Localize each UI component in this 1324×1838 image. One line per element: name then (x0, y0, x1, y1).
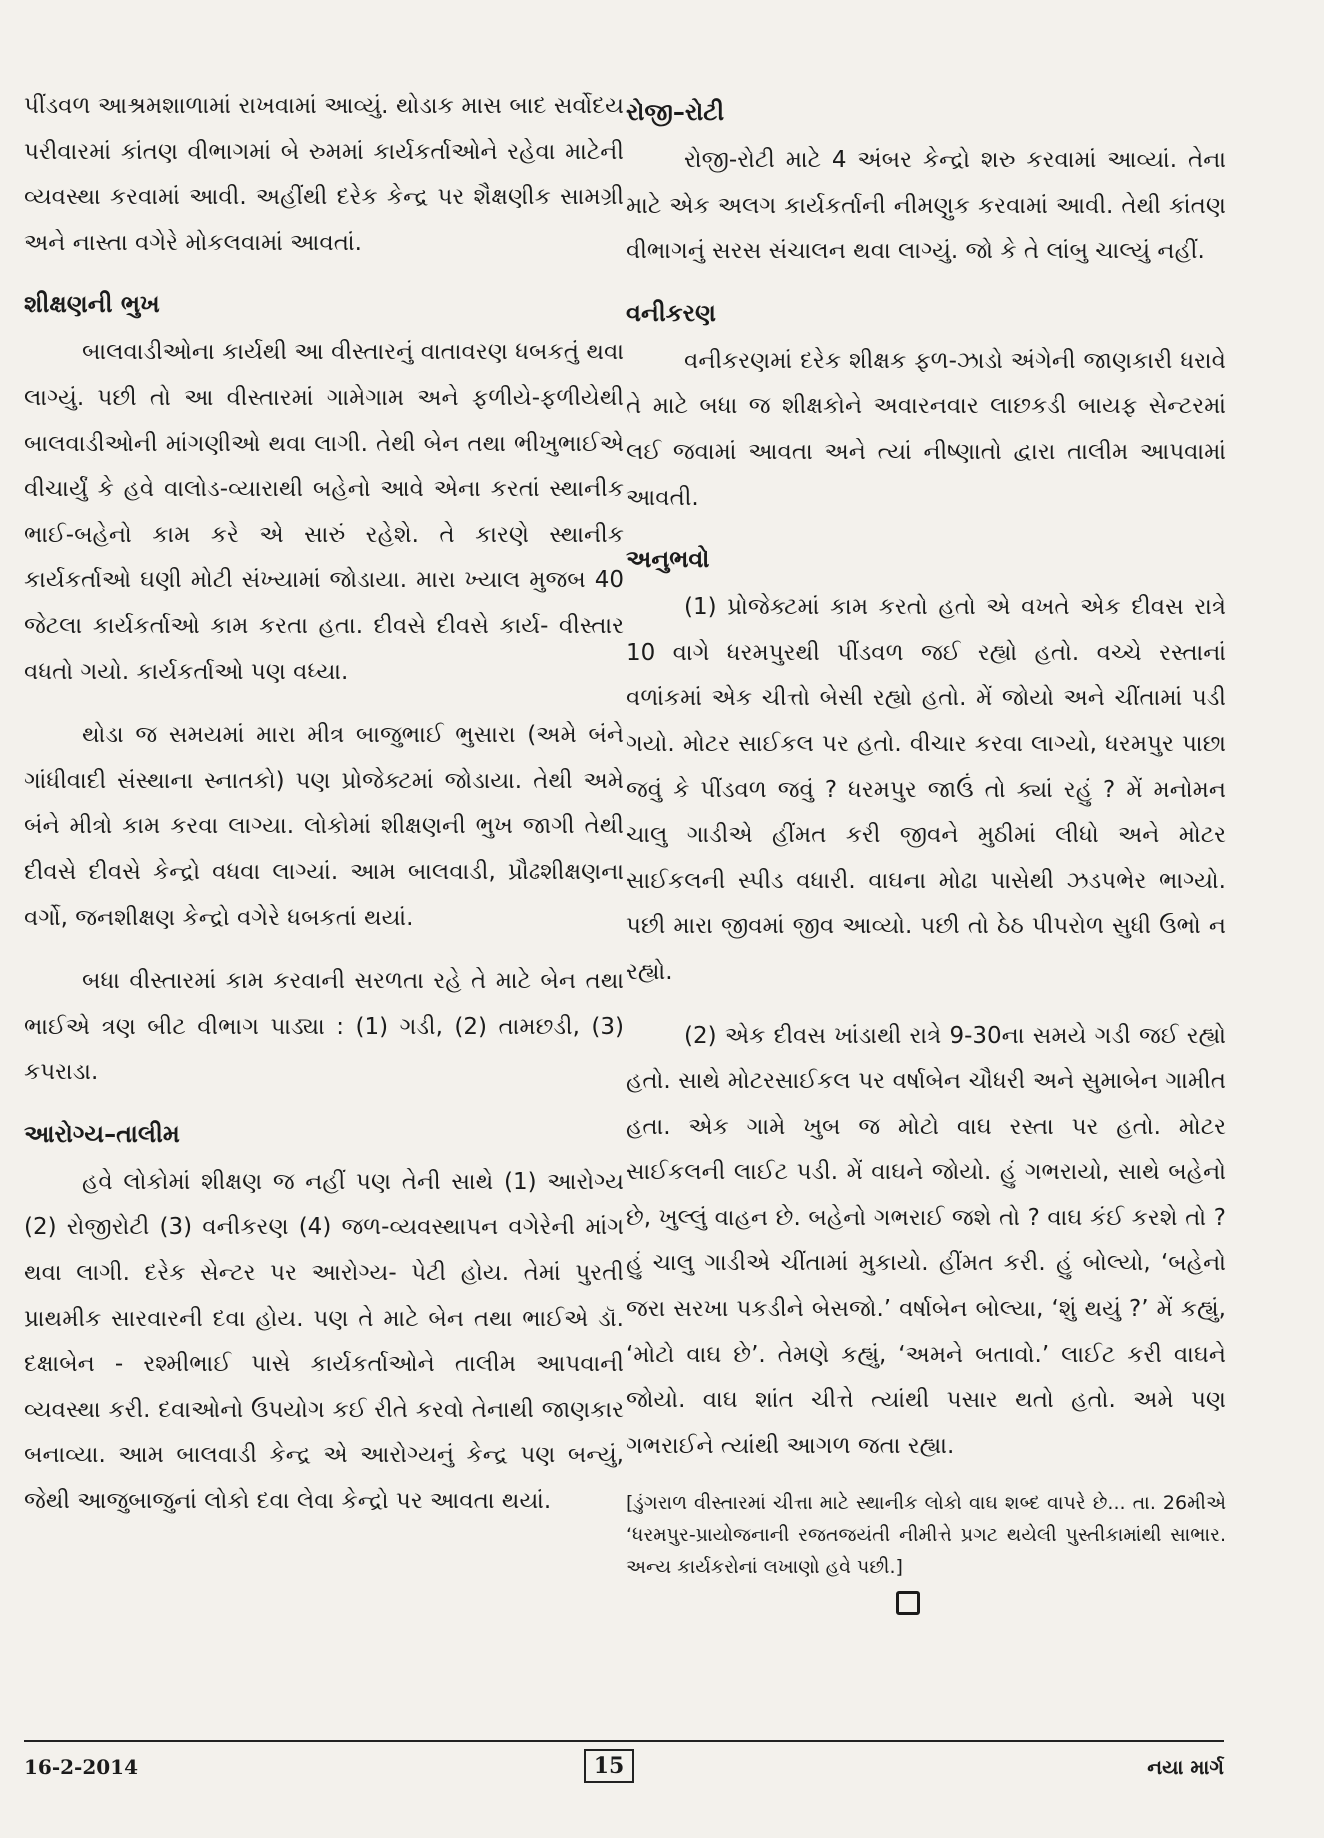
paragraph: (1) પ્રોજેક્ટમાં કામ કરતો હતો એ વખતે એક દીવસ રાત્રે 10 વાગે ધરમપુરથી પીંડવળ જઈ રહ્યો હતો. વચ્ચે રસ્તાનાં વળાંકમાં એક ચીત્તો બેસી રહ્યો હતો. મેં જોયો અને ચીંતામાં પડી ગયો. મોટર સાઈકલ પર હતો. વીચાર કરવા લાગ્યો, ધરમપુર પાછા જવું કે પીંડવળ જવું ? ધરમપુર જાઉં તો ક્યાં રહું ? મેં મનોમન ચાલુ ગાડીએ હીંમત કરી જીવને મુઠીમાં લીધો અને મોટર સાઈકલની સ્પીડ વધારી. વાઘના મોઢા પાસેથી ઝડપભેર ભાગ્યો. પછી મારા જીવમાં જીવ આવ્યો. પછી તો ઠેઠ પીપરોળ સુધી ઉભો ન રહ્યો. (626, 594, 1226, 985)
issue-date: 16-2-2014 (24, 1755, 139, 1779)
footer-divider (24, 1740, 1224, 1742)
left-column (24, 84, 624, 1543)
section-heading: અનુભવો (626, 545, 710, 574)
section-heading: આરોગ્ય–તાલીમ (24, 1119, 180, 1148)
paragraph: પીંડવળ આશ્રમશાળામાં રાખવામાં આવ્યું. થોડાક માસ બાદ સર્વોદય પરીવારમાં કાંતણ વીભાગમાં બે રુમમાં કાર્યકર્તાઓને રહેવા માટેની વ્યવસ્થા કરવામાં આવી. અહીંથી દરેક કેન્દ્ર પર શૈક્ષણીક સામગ્રી અને નાસ્તા વગેરે મોકલવામાં આવતાં. (24, 93, 624, 256)
paragraph: વનીકરણમાં દરેક શીક્ષક ફળ-ઝાડો અંગેની જાણકારી ધરાવે તે માટે બધા જ શીક્ષકોને અવારનવાર લાછકડી બાયફ સેન્ટરમાં લઈ જવામાં આવતા અને ત્યાં નીષ્ણાતો દ્વારા તાલીમ આપવામાં આવતી. (626, 347, 1226, 511)
right-column (626, 84, 1226, 1615)
paragraph: બાલવાડીઓના કાર્યથી આ વીસ્તારનું વાતાવરણ ધબકતું થવા લાગ્યું. પછી તો આ વીસ્તારમાં ગામેગામ અને ફળીયે-ફળીયેથી બાલવાડીઓની માંગણીઓ થવા લાગી. તેથી બેન તથા ભીખુભાઈએ વીચાર્યું કે હવે વાલોડ-વ્યારાથી બહેનો આવે એના કરતાં સ્થાનીક ભાઈ-બહેનો કામ કરે એ સારું રહેશે. તે કારણે સ્થાનીક કાર્યકર્તાઓ ઘણી મોટી સંખ્યામાં જોડાયા. મારા ખ્યાલ મુજબ 40 જેટલા કાર્યકર્તાઓ કામ કરતા હતા. દીવસે દીવસે કાર્ય- વીસ્તાર વધતો ગયો. કાર્યકર્તાઓ પણ વધ્યા. (24, 339, 624, 685)
section-heading: રોજી–રોટી (626, 98, 725, 126)
paragraph: (2) એક દીવસ ખાંડાથી રાત્રે 9-30ના સમયે ગડી જઈ રહ્યો હતો. સાથે મોટરસાઈકલ પર વર્ષાબેન ચૌધરી અને સુમાબેન ગામીત હતા. એક ગામે ખુબ જ મોટો વાઘ રસ્તા પર હતો. મોટર સાઈકલની લાઈટ પડી. મેં વાઘને જોયો. હું ગભરાયો, સાથે બહેનો છે, ખુલ્લું વાહન છે. બહેનો ગભરાઈ જશે તો ? વાઘ કંઈ કરશે તો ? હું ચાલુ ગાડીએ ચીંતામાં મુકાયો. હીંમત કરી. હું બોલ્યો, ‘બહેનો જરા સરખા પકડીને બેસજો.’ વર્ષાબેન બોલ્યા, ‘શું થયું ?’ મેં કહ્યું, ‘મોટો વાઘ છે’. તેમણે કહ્યું, ‘અમને બતાવો.’ લાઈટ કરી વાઘને જોયો. વાઘ શાંત ચીત્તે ત્યાંથી પસાર થતો હતો. અમે પણ ગભરાઈને ત્યાંથી આગળ જતા રહ્યા. (626, 1022, 1226, 1459)
paragraph: હવે લોકોમાં શીક્ષણ જ નહીં પણ તેની સાથે (1) આરોગ્ય (2) રોજીરોટી (3) વનીકરણ (4) જળ-વ્યવસ્થાપન વગેરેની માંગ થવા લાગી. દરેક સેન્ટર પર આરોગ્ય- પેટી હોય. તેમાં પુરતી પ્રાથમીક સારવારની દવા હોય. પણ તે માટે બેન તથા ભાઈએ ડૉ. દક્ષાબેન - રશ્મીભાઈ પાસે કાર્યકર્તાઓને તાલીમ આપવાની વ્યવસ્થા કરી. દવાઓનો ઉપયોગ કઈ રીતે કરવો તેનાથી જાણકાર બનાવ્યા. આમ બાલવાડી કેન્દ્ર એ આરોગ્યનું કેન્દ્ર પણ બન્યું, જેથી આજુબાજુનાં લોકો દવા લેવા કેન્દ્રો પર આવતા થયાં. (24, 1168, 624, 1515)
paragraph: થોડા જ સમયમાં મારા મીત્ર બાજુભાઈ ભુસારા (અમે બંને ગાંધીવાદી સંસ્થાના સ્નાતકો) પણ પ્રોજેક્ટમાં જોડાયા. તેથી અમે બંને મીત્રો કામ કરવા લાગ્યા. લોકોમાં શીક્ષણની ભુખ જાગી તેથી દીવસે દીવસે કેન્દ્રો વધવા લાગ્યાં. આમ બાલવાડી, પ્રૌઢશીક્ષણના વર્ગો, જનશીક્ષણ કેન્દ્રો વગેરે ધબકતાં થયાં. (24, 722, 624, 931)
paragraph: બધા વીસ્તારમાં કામ કરવાની સરળતા રહે તે માટે બેન તથા ભાઈએ ત્રણ બીટ વીભાગ પાડ્યા : (1) ગડી, (2) તામછડી, (3) કપરાડા. (24, 968, 624, 1086)
paragraph: રોજી-રોટી માટે 4 અંબર કેન્દ્રો શરુ કરવામાં આવ્યાં. તેના માટે એક અલગ કાર્યકર્તાની નીમણુક કરવામાં આવી. તેથી કાંતણ વીભાગનું સરસ સંચાલન થવા લાગ્યું. જો કે તે લાંબુ ચાલ્યું નહીં. (626, 147, 1226, 265)
end-of-article-square-icon (896, 1591, 920, 1615)
section-heading: શીક્ષણની ભુખ (24, 290, 160, 319)
section-heading: વનીકરણ (626, 298, 716, 327)
magazine-name: નયા માર્ગ (1147, 1755, 1224, 1779)
editor-note: [ડુંગરાળ વીસ્તારમાં ચીત્તા માટે સ્થાનીક લોકો વાઘ શબ્દ વાપરે છે... તા. 26મીએ ‘ધરમપુર-પ્રાયોજનાની રજતજયંતી નીમીત્તે પ્રગટ થયેલી પુસ્તીકામાંથી સાભાર. અન્ય કાર્યકરોનાં લખાણો હવે પછી.] (626, 1492, 1226, 1579)
page-number: 15 (584, 1749, 634, 1783)
page-footer (24, 1745, 1224, 1789)
